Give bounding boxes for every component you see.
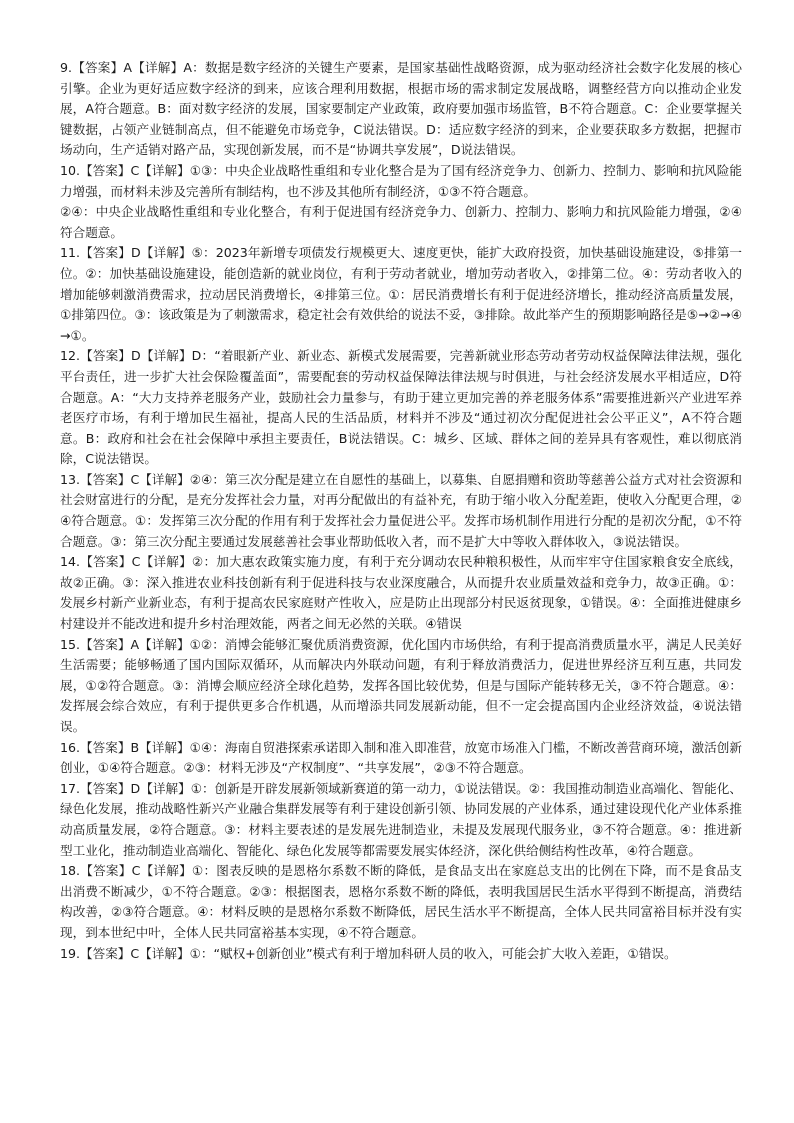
answer-12: 12.【答案】D【详解】D：“着眼新产业、新业态、新模式发展需要，完善新就业形态劳动者劳动权益保障法律法规，强化平台责任，进一步扩大社会保险覆盖面”，需要配套的劳动权益保障法律法规与时俱进，与社会经济发展水平相适应，D符合题意。A：“大力支持养老服务产业，鼓励社会力量参与，有助于建立更加完善的养老服务体系”需要推进新兴产业进军养老医疗市场，有利于增加民生福祉，提高人民的生活品质，材料并不涉及“通过初次分配促进社会公平正义”，A不符合题意。B：政府和社会在社会保障中承担主要责任，B说法错误。C：城乡、区域、群体之间的差异具有客观性，难以彻底消除，C说法错误。	[60, 348, 742, 467]
answer-10-continued: ②④：中央企业战略性重组和专业化整合，有利于促进国有经济竞争力、创新力、控制力、影响力和抗风险能力增强，②④符合题意。	[60, 204, 742, 240]
answer-15: 15.【答案】A【详解】①②：消博会能够汇聚优质消费资源，优化国内市场供给，有利于提高消费质量水平，满足人民美好生活需要；能够畅通了国内国际双循环，从而解决内外联动问题，有利于释放消费活力，促进世界经济互利互惠，共同发展，①②符合题意。③：消博会顺应经济全球化趋势，发挥各国比较优势，但是与国际产能转移无关，③不符合题意。④：发挥展会综合效应，有利于提供更多合作机遇，从而增添共同发展新动能，但不一定会提高国内企业经济效益，④说法错误。	[60, 636, 742, 734]
answer-11: 11.【答案】D【详解】⑤：2023年新增专项债发行规模更大、速度更快，能扩大政府投资，加快基础设施建设，⑤排第一位。②：加快基础设施建设，能创造新的就业岗位，有利于劳动者就业，增加劳动者收入，②排第二位。④：劳动者收入的增加能够刺激消费需求，拉动居民消费增长，④排第三位。①：居民消费增长有利于促进经济增长，推动经济高质量发展，①排第四位。③：该政策是为了刺激需求，稳定社会有效供给的说法不妥，③排除。故此举产生的预期影响路径是⑤→②→④→①。	[60, 245, 742, 343]
answer-19: 19.【答案】C【详解】①：“赋权+创新创业”模式有利于增加科研人员的收入，可能会扩大收入差距，①错误。	[60, 945, 677, 961]
answer-16: 16.【答案】B【详解】①④：海南自贸港探索承诺即入制和准入即准营，放宽市场准入门槛，不断改善营商环境，激活创新创业，①④符合题意。②③：材料无涉及“产权制度”、“共享发展”，②③不符合题意。	[60, 739, 742, 776]
answer-13: 13.【答案】C【详解】②④：第三次分配是建立在自愿性的基础上，以募集、自愿捐赠和资助等慈善公益方式对社会资源和社会财富进行的分配，是充分发挥社会力量，对再分配做出的有益补充，有助于缩小收入分配差距，使收入分配更合理，②④符合题意。①：发挥第三次分配的作用有利于发挥社会力量促进公平。发挥市场机制作用进行分配的是初次分配，①不符合题意。③：第三次分配主要通过发展慈善社会事业帮助低收入者，而不是扩大中等收入群体收入，③说法错误。	[60, 471, 742, 549]
answer-17: 17.【答案】D【详解】①：创新是开辟发展新领域新赛道的第一动力，①说法错误。②：我国推动制造业高端化、智能化、绿色化发展，推动战略性新兴产业融合集群发展等有利于建设创新引领、协同发展的产业体系，通过建设现代化产业体系推动高质量发展，②符合题意。③：材料主要表述的是发展先进制造业，未提及发展现代服务业，③不符合题意。④：推进新型工业化，推动制造业高端化、智能化、绿色化发展等都需要发展实体经济，深化供给侧结构性改革，④符合题意。	[60, 780, 742, 858]
answer-18: 18.【答案】C【详解】①：图表反映的是恩格尔系数不断的降低，是食品支出在家庭总支出的比例在下降，而不是食品支出消费不断减少，①不符合题意。②③：根据图表，恩格尔系数不断的降低，表明我国居民生活水平得到不断提高，消费结构改善，②③符合题意。④：材料反映的是恩格尔系数不断降低，居民生活水平不断提高，全体人民共同富裕目标并没有实现，到本世纪中叶，全体人民共同富裕基本实现，④不符合题意。	[60, 863, 742, 940]
answer-9: 9.【答案】A【详解】A：数据是数字经济的关键生产要素，是国家基础性战略资源，成为驱动经济社会数字化发展的核心引擎。企业为更好适应数字经济的到来，应该合理利用数据，根据市场的需求制定发展战略，调整经营方向以推动企业发展，A符合题意。B：面对数字经济的发展，国家要制定产业政策，政府要加强市场监管，B不符合题意。C：企业要掌握关键数据，占领产业链制高点，但不能避免市场竞争，C说法错误。D：适应数字经济的到来，企业要获取多方数据，把握市场动向，生产适销对路产品，实现创新发展，而不是“协调共享发展”，D说法错误。	[60, 60, 742, 158]
answer-10: 10.【答案】C【详解】①③：中央企业战略性重组和专业化整合是为了国有经济竞争力、创新力、控制力、影响和抗风险能力增强，而材料未涉及完善所有制结构，也不涉及其他所有制经济，①③不符合题意。	[60, 162, 742, 199]
answer-14: 14.【答案】C【详解】②：加大惠农政策实施力度，有利于充分调动农民种粮积极性，从而牢牢守住国家粮食安全底线，故②正确。③：深入推进农业科技创新有利于促进科技与农业深度融合，从而提升农业质量效益和竞争力，故③正确。①：发展乡村新产业新业态，有利于提高农民家庭财产性收入，应是防止出现部分村民返贫现象，①错误。④：全面推进健康乡村建设并不能改进和提升乡村治理效能，两者之间无必然的关联。④错误	[60, 554, 742, 632]
